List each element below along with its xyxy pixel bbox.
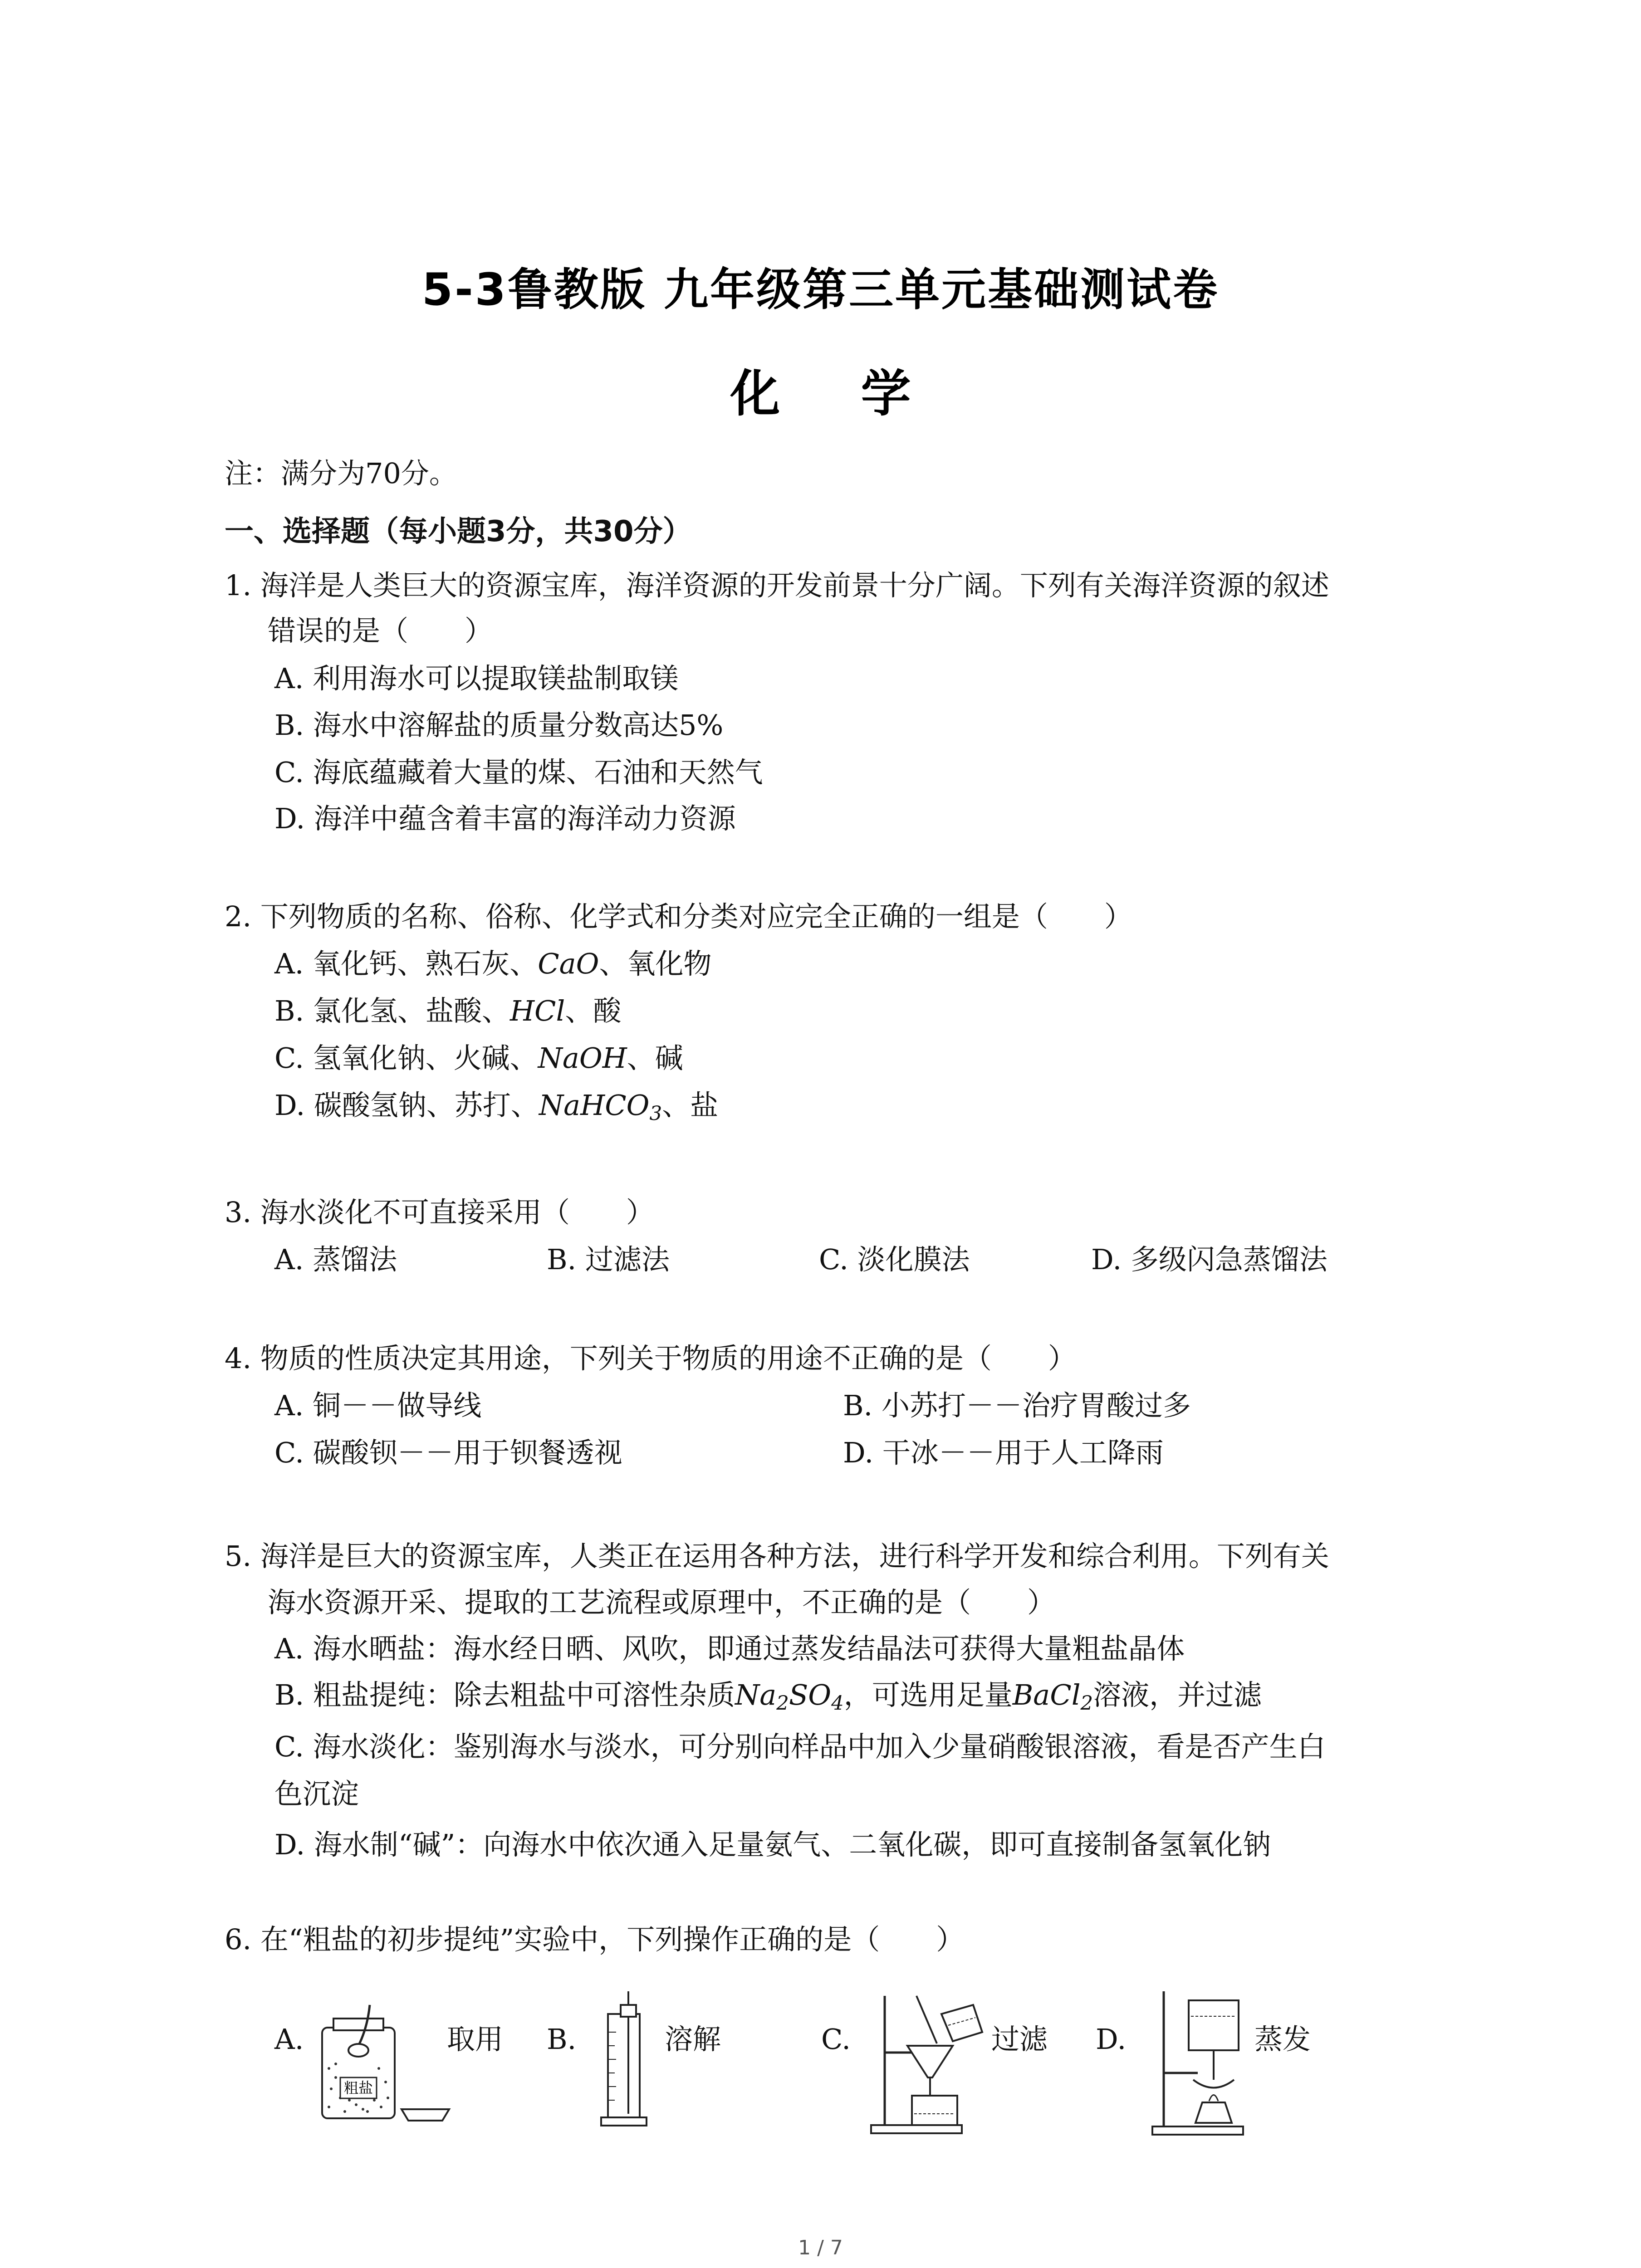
salt-jar-spoon-figure — [313, 2000, 458, 2127]
q2-option-b: B. 氯化氢、盐酸、HCl、酸 — [274, 994, 622, 1027]
filtration-apparatus-figure — [862, 1987, 994, 2136]
q1-option-c: C. 海底蕴藏着大量的煤、石油和天然气 — [274, 756, 763, 789]
q3-option-d: D. 多级闪急蒸馏法 — [1091, 1243, 1327, 1276]
q6-option-c-text: 过滤 — [991, 2023, 1048, 2056]
q5-option-c-line1: C. 海水淡化：鉴别海水与淡水，可分别向样品中加入少量硝酸银溶液，看是否产生白 — [274, 1730, 1326, 1763]
subject-title: 化 学 — [730, 365, 943, 423]
q3-option-c: C. 淡化膜法 — [819, 1243, 970, 1276]
q5-option-a: A. 海水晒盐：海水经日晒、风吹，即通过蒸发结晶法可获得大量粗盐晶体 — [274, 1632, 1185, 1665]
exam-title: 5-3鲁教版 九年级第三单元基础测试卷 — [421, 264, 1220, 316]
q3-option-b: B. 过滤法 — [547, 1243, 670, 1276]
q1-stem-line1: 1. 海洋是人类巨大的资源宝库，海洋资源的开发前景十分广阔。下列有关海洋资源的叙述 — [225, 569, 1329, 602]
q1-option-a: A. 利用海水可以提取镁盐制取镁 — [274, 662, 679, 695]
q6-option-b-text: 溶解 — [665, 2023, 721, 2056]
q1-option-b: B. 海水中溶解盐的质量分数高达5% — [274, 709, 724, 742]
q4-option-b: B. 小苏打－－治疗胃酸过多 — [843, 1389, 1191, 1422]
score-note: 注：满分为70分。 — [225, 457, 457, 490]
page-number: 1 / 7 — [798, 2236, 843, 2259]
q5-stem-line1: 5. 海洋是巨大的资源宝库，人类正在运用各种方法，进行科学开发和综合利用。下列有关 — [225, 1540, 1329, 1573]
q2-option-a: A. 氧化钙、熟石灰、CaO、氧化物 — [274, 947, 712, 980]
q6-option-a-label: A. — [274, 2023, 304, 2056]
q6-option-d-text: 蒸发 — [1254, 2023, 1311, 2056]
q6-option-a-text: 取用 — [447, 2023, 504, 2056]
q4-option-a: A. 铜－－做导线 — [274, 1389, 482, 1422]
q6-option-c-label: C. — [821, 2023, 851, 2056]
q2-stem: 2. 下列物质的名称、俗称、化学式和分类对应完全正确的一组是（ ） — [225, 900, 1132, 933]
q1-stem-line2: 错误的是（ ） — [268, 614, 493, 647]
q3-option-a: A. 蒸馏法 — [274, 1243, 397, 1276]
q1-option-d: D. 海洋中蕴含着丰富的海洋动力资源 — [274, 802, 736, 835]
q2-option-d: D. 碳酸氢钠、苏打、NaHCO$_3$、盐 — [274, 1089, 719, 1125]
q6-option-b-label: B. — [547, 2023, 577, 2056]
graduated-cylinder-figure — [590, 1991, 667, 2132]
evaporation-apparatus-figure — [1143, 1982, 1261, 2136]
salt-jar-label: 粗盐 — [343, 2079, 373, 2097]
q6-stem: 6. 在“粗盐的初步提纯”实验中，下列操作正确的是（ ） — [225, 1923, 965, 1956]
q5-option-b: B. 粗盐提纯：除去粗盐中可溶性杂质$Na_2SO_4$，可选用足量BaCl$_2$溶液，并过滤 — [274, 1678, 1262, 1715]
q4-stem: 4. 物质的性质决定其用途，下列关于物质的用途不正确的是（ ） — [225, 1342, 1076, 1375]
q5-stem-line2: 海水资源开采、提取的工艺流程或原理中，不正确的是（ ） — [268, 1586, 1056, 1619]
q4-option-d: D. 干冰－－用于人工降雨 — [843, 1436, 1164, 1469]
q4-option-c: C. 碳酸钡－－用于钡餐透视 — [274, 1436, 622, 1469]
q6-option-d-label: D. — [1096, 2023, 1127, 2056]
section-heading: 一、选择题（每小题3分，共30分） — [225, 515, 692, 548]
q5-option-d: D. 海水制“碱”：向海水中依次通入足量氨气、二氧化碳，即可直接制备氢氧化钠 — [274, 1828, 1271, 1861]
q2-option-c: C. 氢氧化钠、火碱、NaOH、碱 — [274, 1041, 683, 1075]
q3-stem: 3. 海水淡化不可直接采用（ ） — [225, 1196, 654, 1229]
q5-option-c-line2: 色沉淀 — [274, 1777, 359, 1810]
